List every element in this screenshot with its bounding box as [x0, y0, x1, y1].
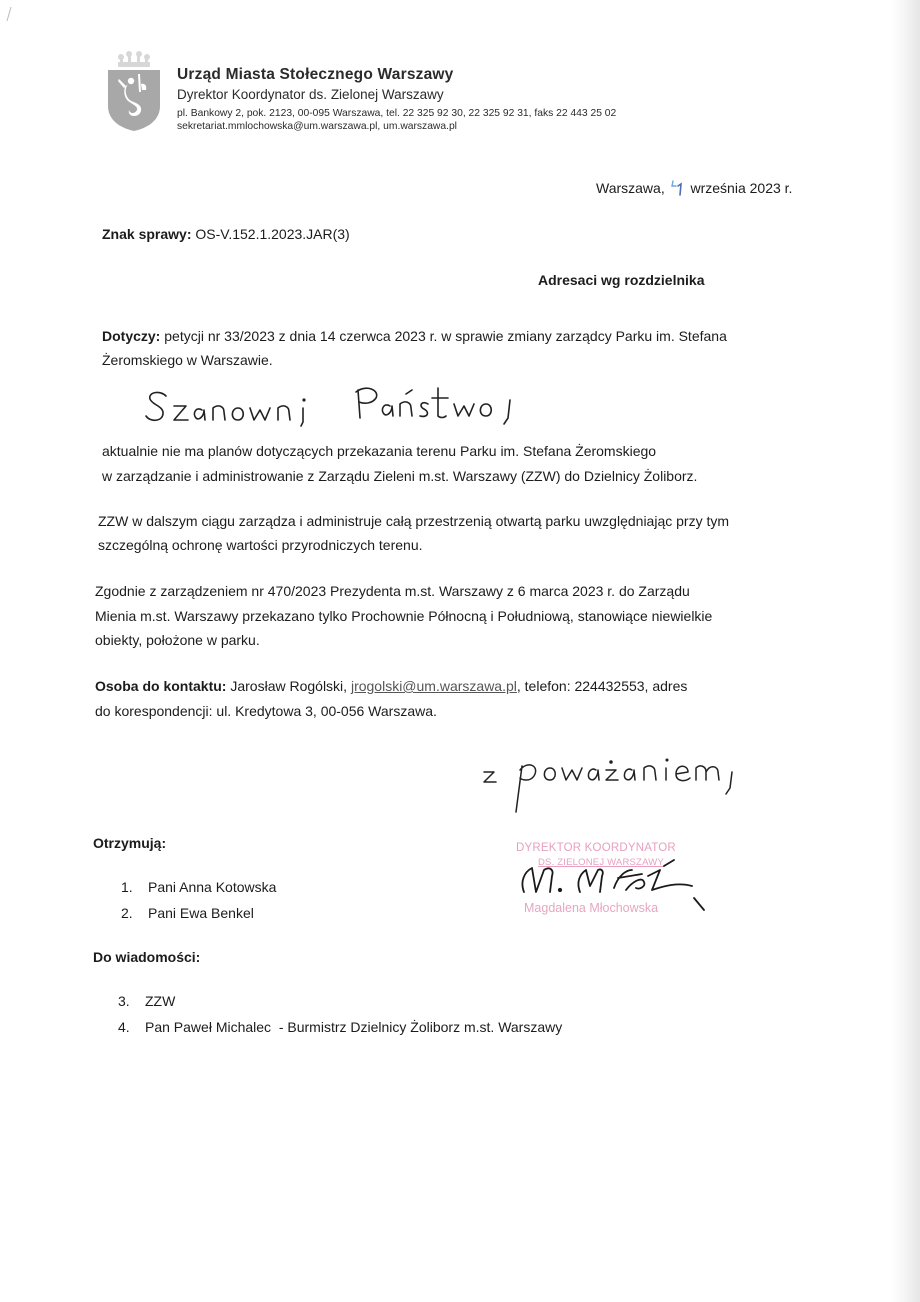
org-address: pl. Bankowy 2, pok. 2123, 00-095 Warszawa, tel. 22 325 92 30, 22 325 92 31, faks 22 443 25 02 — [177, 108, 617, 119]
case-number — [102, 226, 350, 242]
contact-name: Jarosław Rogólski, — [230, 678, 348, 694]
for-info-item — [118, 1019, 562, 1035]
case-value: OS-V.152.1.2023.JAR(3) — [195, 226, 350, 242]
receiver-number: 2. — [121, 905, 133, 921]
receivers-heading: Otrzymują: — [93, 835, 167, 851]
receiver-name: Pani Ewa Benkel — [148, 905, 254, 921]
stamp-subtitle: DS. ZIELONEJ WARSZAWY — [538, 857, 664, 868]
warsaw-coat-of-arms-icon — [104, 48, 164, 132]
for-info-number: 4. — [118, 1019, 130, 1035]
handwritten-day-mark — [669, 180, 687, 196]
receiver-item — [121, 879, 276, 895]
org-unit: Dyrektor Koordynator ds. Zielonej Warszawy — [177, 87, 444, 102]
paragraph-2-line-2: szczególną ochronę wartości przyrodniczych terenu. — [98, 537, 423, 553]
receiver-item — [121, 905, 254, 921]
receiver-name: Pani Anna Kotowska — [148, 879, 277, 895]
paragraph-1-line-2: w zarządzanie i administrowanie z Zarządu Zieleni m.st. Warszawy (ZZW) do Dzielnicy Żoliborz. — [102, 468, 698, 484]
paragraph-3-line-3: obiekty, położone w parku. — [95, 632, 260, 648]
paragraph-3-line-1: Zgodnie z zarządzeniem nr 470/2023 Prezydenta m.st. Warszawy z 6 marca 2023 r. do Zarządu — [95, 583, 690, 599]
stamp-name: Magdalena Młochowska — [524, 901, 659, 915]
for-info-name: Pan Paweł Michalec - Burmistrz Dzielnicy Żoliborz m.st. Warszawy — [145, 1019, 563, 1035]
handwritten-greeting — [138, 378, 538, 428]
date-prefix: Warszawa, — [596, 180, 665, 196]
paragraph-2-line-1: ZZW w dalszym ciągu zarządza i administruje całą przestrzenią otwartą parku uwzględniając przy tym — [98, 513, 730, 529]
stamp-title: DYREKTOR KOORDYNATOR — [516, 842, 676, 854]
contact-rest: , telefon: 224432553, adres — [516, 678, 688, 694]
scan-mark — [6, 6, 12, 22]
for-info-number: 3. — [118, 993, 130, 1009]
paragraph-3-line-2: Mienia m.st. Warszawy przekazano tylko Prochownie Północną i Południową, stanowiące niewielkie — [95, 608, 713, 624]
subject-line-2: Żeromskiego w Warszawie. — [102, 352, 273, 368]
handwritten-signature — [514, 846, 714, 926]
subject-text-1: petycji nr 33/2023 z dnia 14 czerwca 2023 r. w sprawie zmiany zarządcy Parku im. Stefana — [164, 328, 727, 344]
paragraph-1-line-1: aktualnie nie ma planów dotyczących przekazania terenu Parku im. Stefana Żeromskiego — [102, 443, 657, 459]
contact-email-link[interactable]: jrogolski@um.warszawa.pl — [350, 678, 517, 694]
subject-line-1 — [102, 328, 727, 344]
case-label: Znak sprawy: — [102, 226, 192, 242]
contact-line-2: do korespondencji: ul. Kredytowa 3, 00-056 Warszawa. — [95, 703, 437, 719]
date-line — [596, 180, 792, 196]
org-contact: sekretariat.mmlochowska@um.warszawa.pl, um.warszawa.pl — [177, 121, 457, 132]
date-suffix: września 2023 r. — [690, 180, 793, 196]
org-name: Urząd Miasta Stołecznego Warszawy — [177, 66, 454, 83]
for-info-item — [118, 993, 175, 1009]
scan-edge-shadow — [890, 0, 920, 1302]
contact-line-1 — [95, 678, 687, 694]
for-info-heading: Do wiadomości: — [93, 949, 201, 965]
handwritten-closing — [476, 748, 746, 818]
recipients-heading: Adresaci wg rozdzielnika — [538, 272, 705, 288]
subject-label: Dotyczy: — [102, 328, 161, 344]
contact-label: Osoba do kontaktu: — [95, 678, 227, 694]
receiver-number: 1. — [121, 879, 133, 895]
for-info-name: ZZW — [145, 993, 176, 1009]
